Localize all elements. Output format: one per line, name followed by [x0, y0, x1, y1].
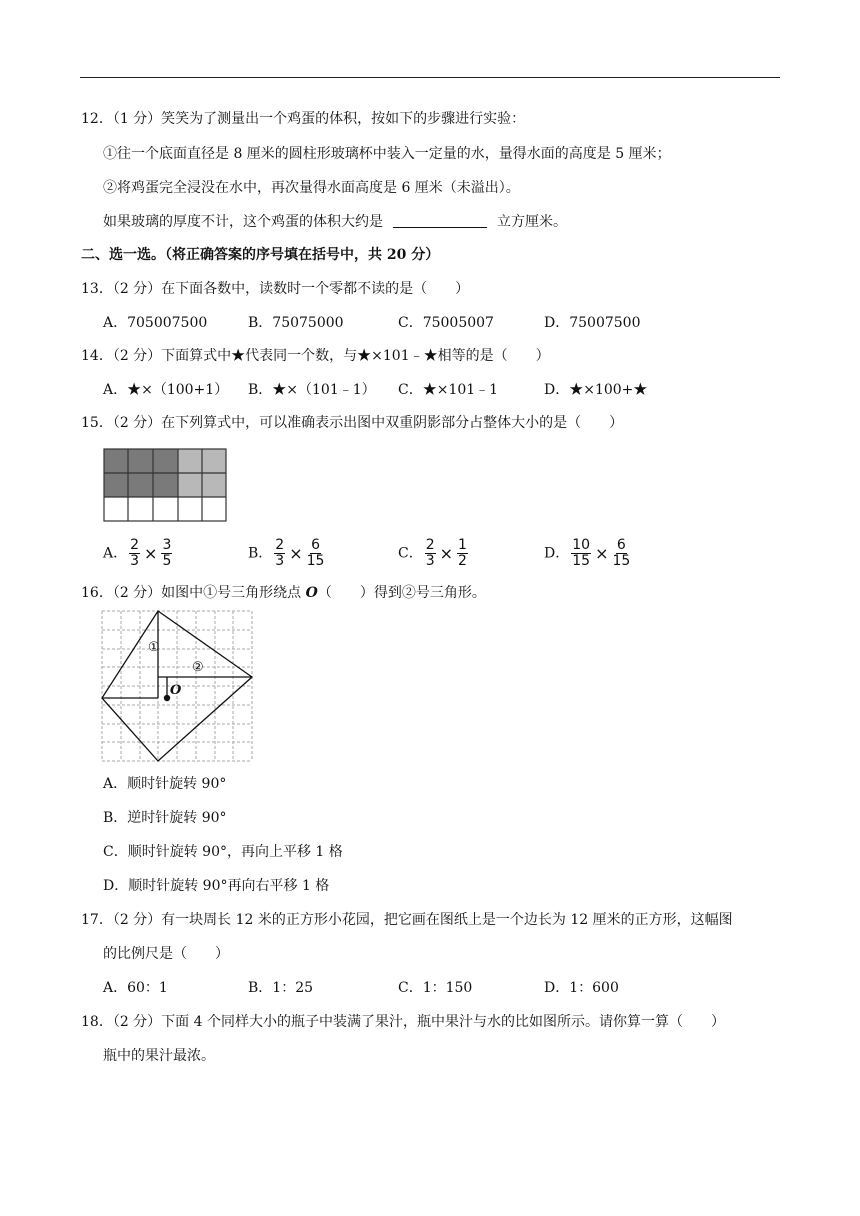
q12-ask-after: 立方厘米。	[497, 214, 567, 230]
q12-step2: ②将鸡蛋完全浸没在水中，再次量得水面高度是 6 厘米（未溢出）。	[103, 180, 520, 196]
q14-option-b[interactable]: B．★×（101﹣1）	[248, 382, 376, 398]
times-sign: ×	[439, 543, 454, 563]
q16-stem-after: （ ）得到②号三角形。	[317, 585, 486, 601]
q15-option-a[interactable]	[103, 538, 174, 569]
q13-stem: 13．（2 分）在下面各数中，读数时一个零都不读的是（ ）	[81, 281, 470, 297]
q13-option-a[interactable]: A．705007500	[103, 315, 208, 331]
q16-option-b[interactable]: B．逆时针旋转 90°	[103, 810, 227, 826]
q15-option-c[interactable]	[398, 538, 470, 569]
q12-stem: 12．（1 分）笑笑为了测量出一个鸡蛋的体积，按如下的步骤进行实验：	[81, 111, 526, 127]
q12-ask-before: 如果玻璃的厚度不计，这个鸡蛋的体积大约是	[103, 214, 383, 230]
q14-stem: 14．（2 分）下面算式中★代表同一个数，与★×101﹣★相等的是（ ）	[81, 348, 550, 364]
q12-question	[103, 212, 567, 232]
grid-figure	[103, 448, 227, 522]
q17-option-c[interactable]: C．1：150	[398, 980, 473, 996]
fraction: $\frac{2}{3}$	[425, 537, 435, 569]
section-heading: 二、选一选。（将正确答案的序号填在括号中，共 20 分）	[81, 247, 440, 263]
fraction: $\frac{10}{15}$	[572, 537, 591, 569]
fraction: $\frac{2}{3}$	[130, 537, 140, 569]
q14-option-c[interactable]: C．★×101﹣1	[398, 382, 499, 398]
rotation-figure	[100, 609, 256, 765]
point-o-label: O	[305, 585, 318, 601]
q14-option-d[interactable]: D．★×100+★	[544, 382, 648, 398]
q12-step1: ①往一个底面直径是 8 厘米的圆柱形玻璃杯中装入一定量的水，量得水面的高度是 5 厘米；	[103, 146, 671, 162]
q15-option-d[interactable]	[544, 538, 632, 569]
q17-option-d[interactable]: D．1：600	[544, 980, 619, 996]
point-o-text: O	[170, 683, 182, 698]
q17-stem-line1: 17．（2 分）有一块周长 12 米的正方形小花园，把它画在图纸上是一个边长为 12 厘米的正方形，这幅图	[81, 912, 733, 928]
q15-option-b[interactable]	[248, 538, 326, 569]
q16-stem-before: 16．（2 分）如图中①号三角形绕点	[81, 585, 302, 601]
q14-option-a[interactable]: A．★×（100+1）	[103, 382, 229, 398]
q17-option-a[interactable]: A．60：1	[103, 980, 168, 996]
option-label: C．	[398, 545, 423, 562]
triangle-1-label: ①	[148, 640, 160, 655]
q13-option-c[interactable]: C．75005007	[398, 315, 494, 331]
triangle-2-label: ②	[192, 660, 204, 675]
q15-stem: 15．（2 分）在下列算式中，可以准确表示出图中双重阴影部分占整体大小的是（ ）	[81, 415, 624, 431]
q13-option-b[interactable]: B．75075000	[248, 315, 344, 331]
q16-option-d[interactable]: D．顺时针旋转 90°再向右平移 1 格	[103, 878, 330, 894]
q16-option-c[interactable]: C．顺时针旋转 90°，再向上平移 1 格	[103, 844, 343, 860]
fraction: $\frac{1}{2}$	[458, 537, 467, 569]
option-label: B．	[248, 545, 273, 562]
header-rule	[80, 77, 780, 78]
option-label: D．	[544, 545, 570, 562]
q18-stem-line1: 18．（2 分）下面 4 个同样大小的瓶子中装满了果汁，瓶中果汁与水的比如图所示。请你算一算（ ）	[81, 1014, 725, 1030]
fraction: $\frac{2}{3}$	[275, 537, 285, 569]
q17-stem-line2: 的比例尺是（ ）	[103, 946, 229, 962]
q16-option-a[interactable]: A．顺时针旋转 90°	[103, 776, 227, 792]
times-sign: ×	[289, 543, 303, 563]
option-label: A．	[103, 545, 128, 562]
q16-stem	[81, 583, 486, 603]
times-sign: ×	[144, 543, 158, 563]
q18-stem-line2: 瓶中的果汁最浓。	[103, 1048, 215, 1064]
q13-option-d[interactable]: D．75007500	[544, 315, 641, 331]
q17-option-b[interactable]: B．1：25	[248, 980, 314, 996]
times-sign: ×	[595, 543, 609, 563]
fraction: $\frac{3}{5}$	[162, 537, 172, 569]
answer-blank[interactable]	[393, 213, 487, 228]
fraction: $\frac{6}{15}$	[612, 537, 631, 569]
fraction: $\frac{6}{15}$	[306, 537, 325, 569]
